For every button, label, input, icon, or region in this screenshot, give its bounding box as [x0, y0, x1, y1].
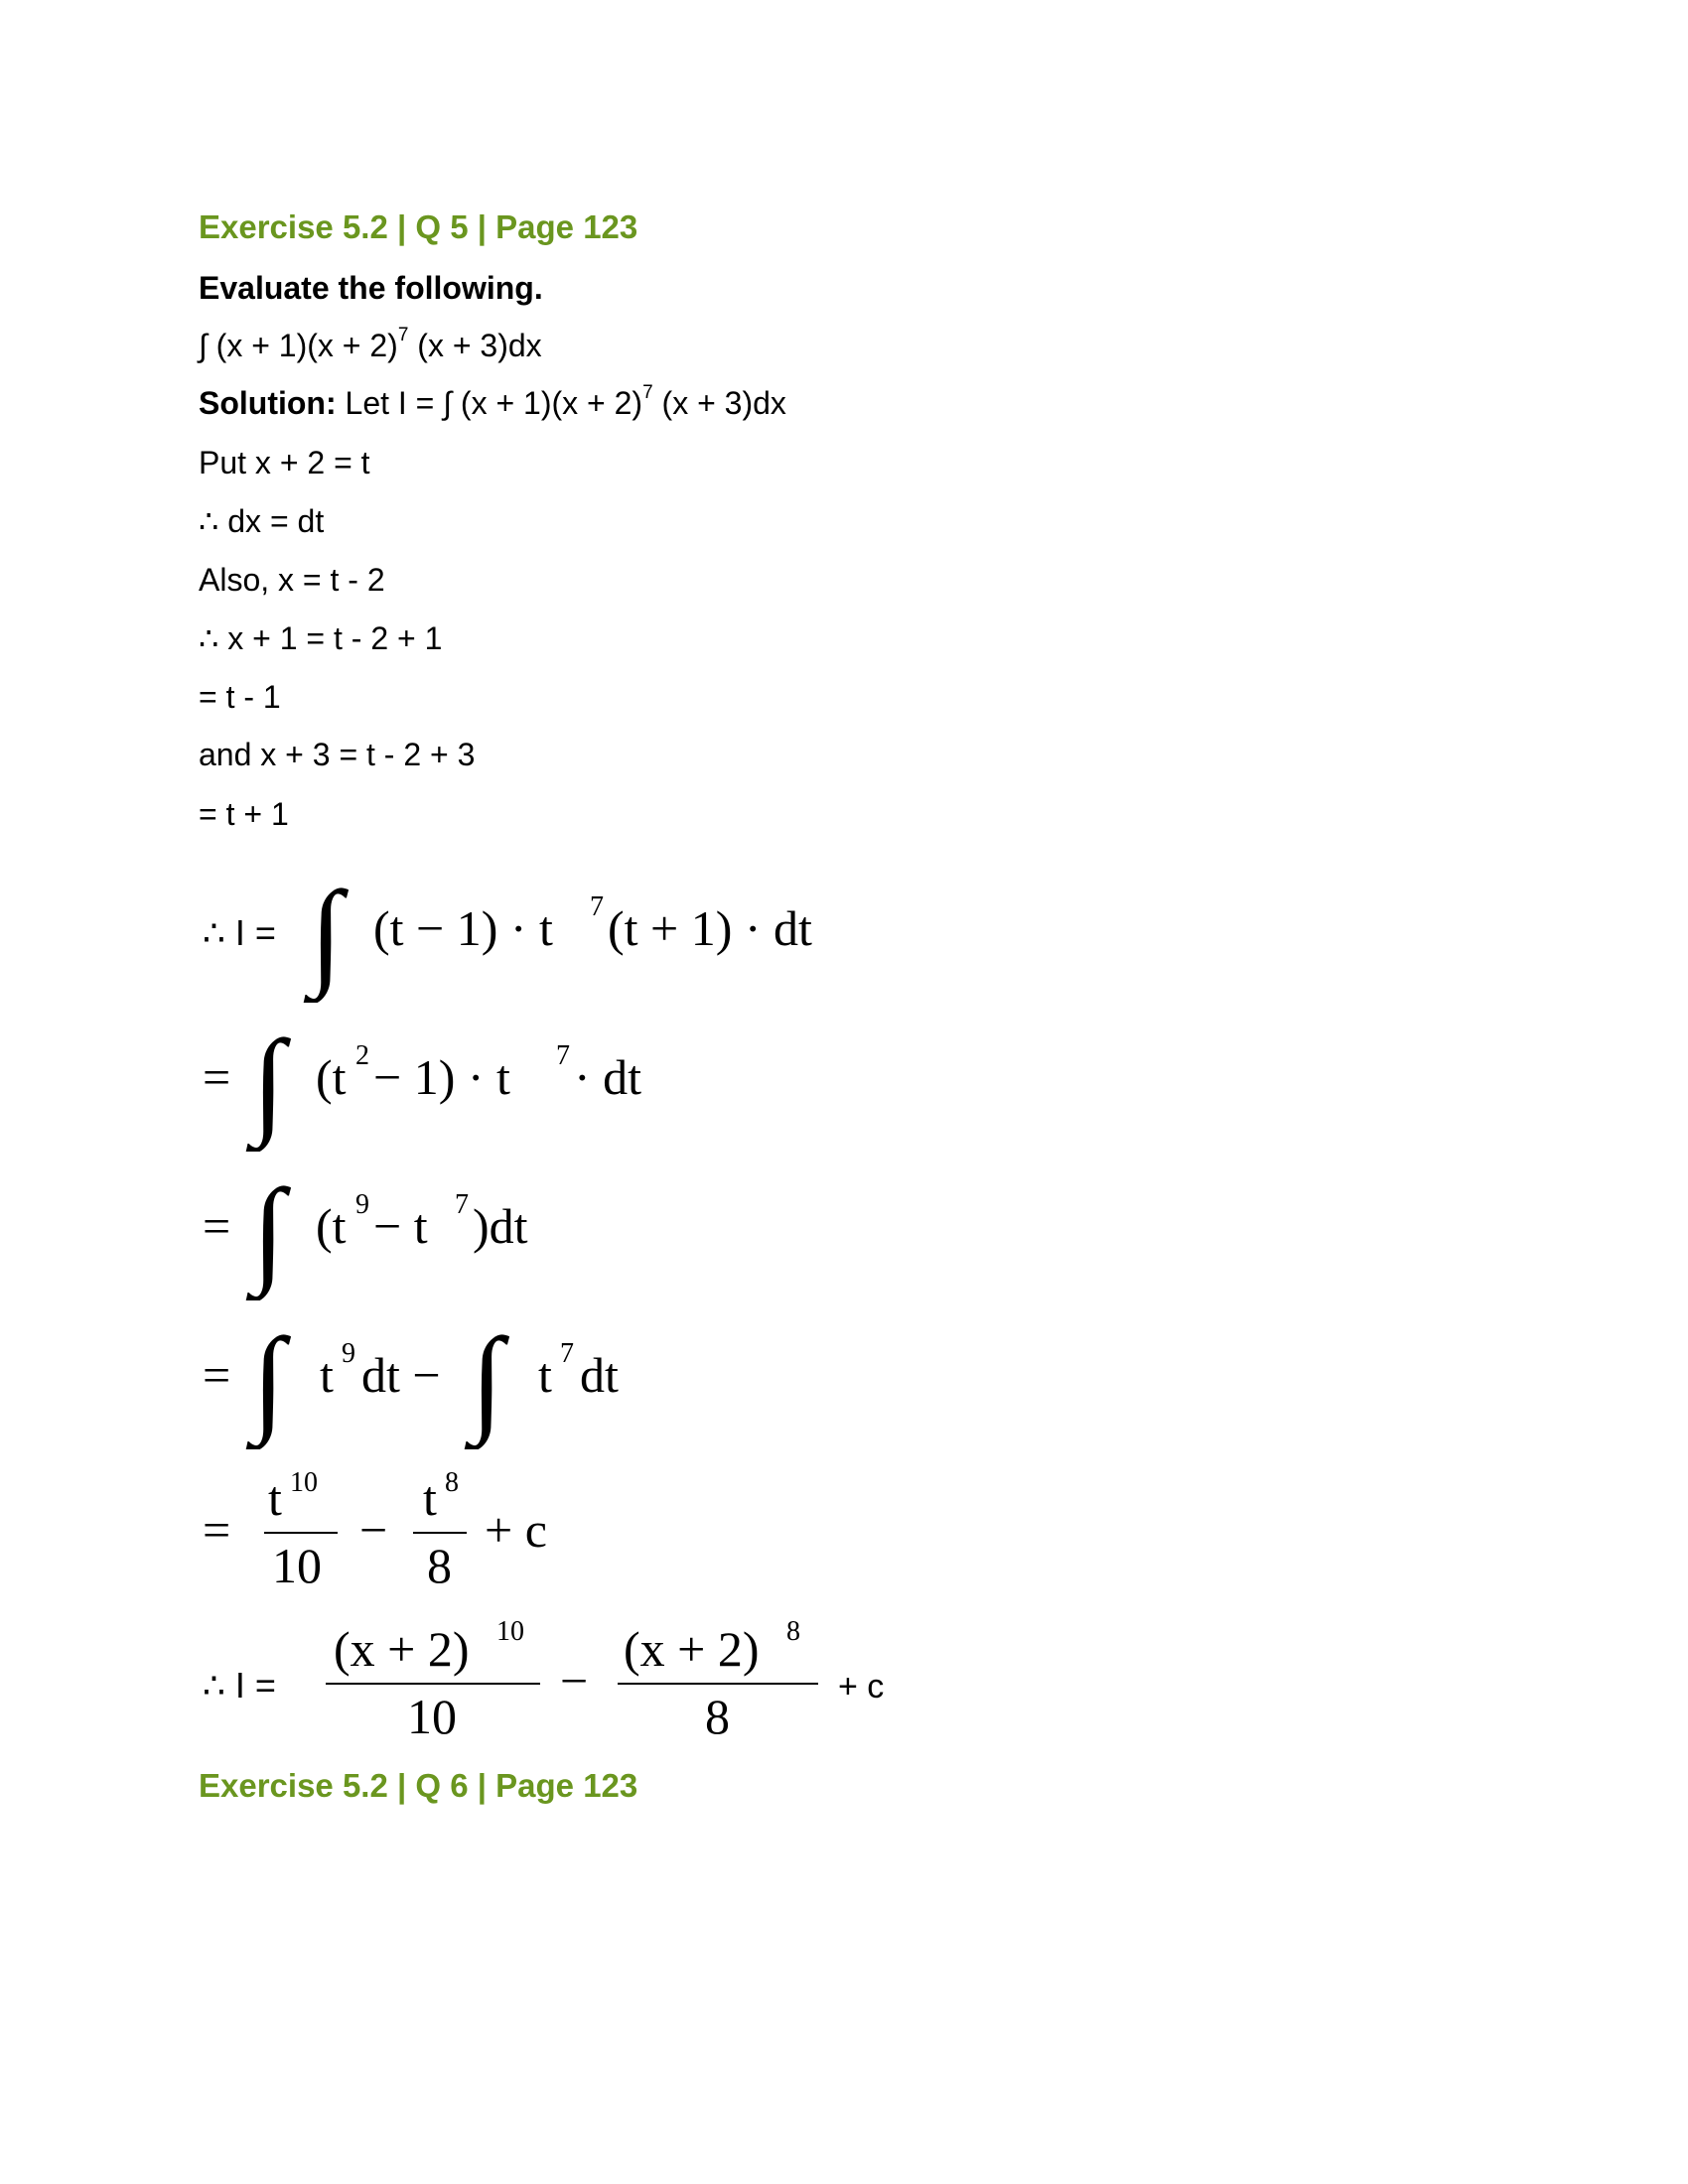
therefore-i-label: ∴ I = — [203, 1665, 276, 1706]
expr-part: dt — [580, 1347, 619, 1403]
exponent: 7 — [455, 1189, 469, 1220]
integral-sign: ∫ — [252, 1313, 285, 1445]
exponent: 7 — [560, 1338, 574, 1369]
expr-part: · dt — [574, 1049, 642, 1105]
minus-sign: − — [359, 1502, 388, 1558]
integral-sign: ∫ — [471, 1313, 503, 1445]
equals-sign: = — [203, 1049, 231, 1105]
equals-sign: = — [203, 1502, 231, 1558]
expr-part: − 1) · t — [373, 1049, 510, 1105]
expr-part: t — [538, 1347, 552, 1403]
math-line-5 — [199, 1457, 1092, 1611]
integral-sign: ∫ — [310, 867, 343, 999]
integral-sign: ∫ — [252, 1164, 285, 1297]
question-integral — [199, 325, 542, 364]
exponent: 8 — [445, 1467, 459, 1498]
plus-c: + c — [838, 1668, 885, 1706]
expr-part: (t — [316, 1049, 347, 1105]
exponent: 7 — [590, 891, 604, 922]
solution-let: Let I = ∫ (x + 1)(x + 2) — [345, 385, 643, 421]
exponent: 2 — [355, 1040, 369, 1071]
plus-c: + c — [485, 1502, 547, 1558]
math-line-6 — [199, 1608, 1092, 1762]
denominator: 10 — [407, 1689, 457, 1744]
step-line: ∴ x + 1 = t - 2 + 1 — [199, 620, 443, 656]
step-line: Put x + 2 = t — [199, 445, 370, 480]
numerator: t — [268, 1470, 282, 1526]
exponent: 9 — [355, 1189, 369, 1220]
math-line-4 — [199, 1310, 1092, 1454]
numerator: (x + 2) — [624, 1621, 760, 1677]
expr-part: (t — [316, 1198, 347, 1254]
exponent: 10 — [290, 1467, 318, 1498]
solution-line — [199, 382, 786, 422]
exponent: 8 — [786, 1616, 800, 1647]
denominator: 8 — [705, 1689, 730, 1744]
exponent: 10 — [496, 1616, 524, 1647]
solution-let-exponent: 7 — [642, 382, 653, 404]
denominator: 10 — [272, 1538, 322, 1593]
integral-sign: ∫ — [199, 328, 208, 363]
exercise-heading-q6[interactable]: Exercise 5.2 | Q 6 | Page 123 — [199, 1767, 638, 1804]
integral-exponent: 7 — [397, 325, 409, 346]
step-line: ∴ dx = dt — [199, 503, 325, 539]
expr-part: )dt — [473, 1198, 528, 1254]
numerator: t — [423, 1470, 437, 1526]
solution-label: Solution: — [199, 385, 337, 421]
expr-part: (t + 1) · dt — [608, 900, 812, 956]
exponent: 9 — [342, 1338, 355, 1369]
question-prompt — [199, 270, 543, 307]
step-line: and x + 3 = t - 2 + 3 — [199, 737, 476, 772]
equals-sign: = — [203, 1198, 231, 1254]
exponent: 7 — [556, 1040, 570, 1071]
step-line: = t - 1 — [199, 679, 281, 715]
denominator: 8 — [427, 1538, 452, 1593]
numerator: (x + 2) — [334, 1621, 470, 1677]
exercise-heading-q5: Exercise 5.2 | Q 5 | Page 123 — [199, 208, 638, 245]
step-line: = t + 1 — [199, 796, 289, 832]
solution-let-tail: (x + 3)dx — [661, 385, 786, 421]
math-line-1 — [199, 864, 1092, 1008]
integral-sign: ∫ — [252, 1016, 285, 1148]
math-line-3 — [199, 1161, 1092, 1305]
equals-sign: = — [203, 1347, 231, 1403]
integral-base: (x + 1)(x + 2) — [215, 328, 398, 363]
expr-part: dt − — [361, 1347, 441, 1403]
therefore-i-label: ∴ I = — [203, 912, 276, 953]
math-line-2 — [199, 1013, 1092, 1157]
expr-part: − t — [373, 1198, 428, 1254]
expr-part: t — [320, 1347, 334, 1403]
minus-sign: − — [560, 1653, 589, 1708]
expr-part: (t − 1) · t — [373, 900, 553, 956]
integral-tail: (x + 3)dx — [417, 328, 542, 363]
step-line: Also, x = t - 2 — [199, 562, 385, 598]
prompt-text: Evaluate the following. — [199, 270, 543, 306]
